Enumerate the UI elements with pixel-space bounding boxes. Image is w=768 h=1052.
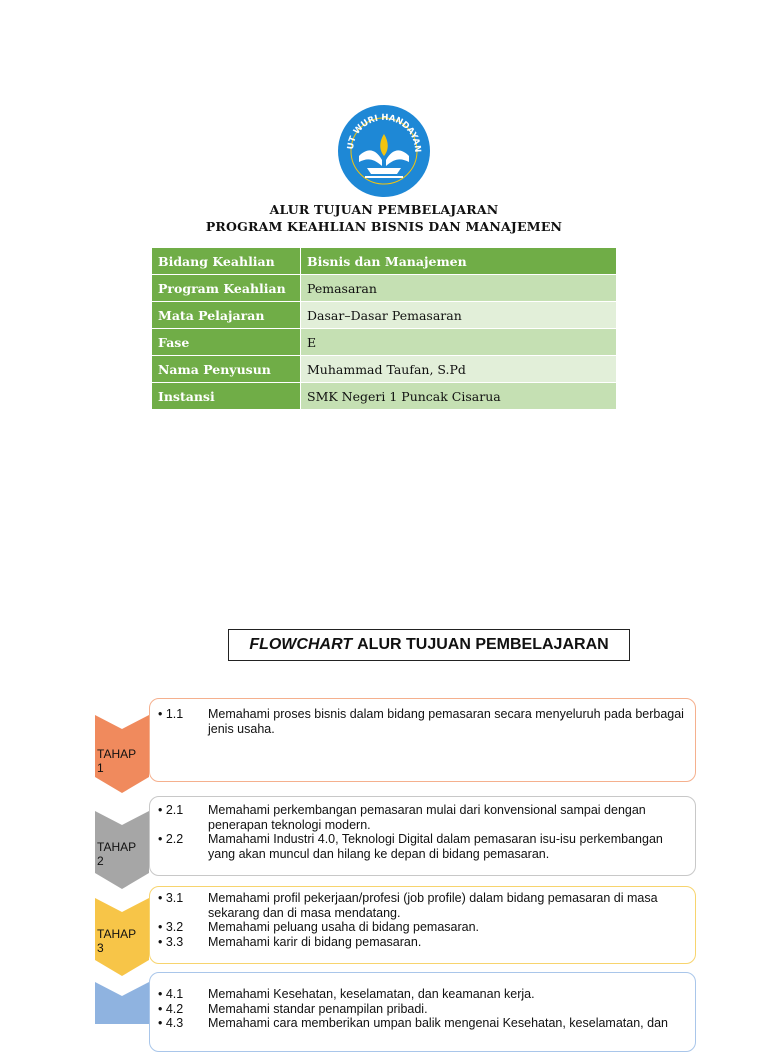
table-row [152,275,617,302]
stage-2-chevron [95,811,149,891]
row-value: Muhammad Taufan, S.Pd [301,356,617,383]
table-row [152,356,617,383]
stage-4-chevron [95,982,149,1024]
row-label: Fase [152,329,301,356]
svg-text:TUT WURI HANDAYANI: UT WURI HANDAYAN [345,112,423,153]
stage-1-box [149,698,696,782]
list-item: • 4.1 Memahami Kesehatan, keselamatan, dan keamanan kerja. [158,987,535,1001]
table-row [152,329,617,356]
row-value: Bisnis dan Manajemen [301,248,617,275]
flowchart-title-italic: FLOWCHART [249,636,353,653]
list-item: • 4.2 Memahami standar penampilan pribadi. [158,1001,428,1016]
stage-3-box [149,886,696,964]
row-value: Dasar–Dasar Pemasaran [301,302,617,329]
flowchart-title [228,629,630,661]
row-label: Nama Penyusun [152,356,301,383]
doc-subtitle: PROGRAM KEAHLIAN BISNIS DAN MANAJEMEN [205,219,563,234]
flowchart-title-rest: ALUR TUJUAN PEMBELAJARAN [357,636,609,653]
doc-title: ALUR TUJUAN PEMBELAJARAN [269,202,499,217]
table-row [152,248,617,275]
list-item: • 3.2 Memahami peluang usaha di bidang pemasaran. [158,920,480,934]
stage-2-box [149,796,696,876]
stage-3-chevron [95,898,149,978]
info-table [151,247,617,410]
stage-2-label: TAHAP 2 [97,840,137,868]
list-item: • 3.3 Memahami karir di bidang pemasaran. [158,934,422,949]
table-row [152,302,617,329]
row-label: Mata Pelajaran [152,302,301,329]
stage-3-label: TAHAP 3 [97,927,137,955]
row-value: Pemasaran [301,275,617,302]
stage-4-box [149,972,696,1052]
row-value: E [301,329,617,356]
row-label: Program Keahlian [152,275,301,302]
row-label: Bidang Keahlian [152,248,301,275]
list-item: • 2.1 Memahami perkembangan pemasaran mulai dari konvensional sampai dengan penerapan teknologi modern. [158,803,646,832]
list-item: • 2.2 Mamahami Industri 4.0, Teknologi Digital dalam pemasaran isu-isu perkembangan yang akan muncul dan hilang ke depan di bidang pemasaran. [158,832,663,861]
row-value: SMK Negeri 1 Puncak Cisarua [301,383,617,410]
list-item: • 3.1 Memahami profil pekerjaan/profesi (job profile) dalam bidang pemasaran di masa sekarang dan di masa mendatang. [158,891,658,920]
stage-1-label: TAHAP 1 [97,747,137,775]
row-label: Instansi [152,383,301,410]
stage-1-chevron [95,715,149,795]
list-item: • 1.1 Memahami proses bisnis dalam bidang pemasaran secara menyeluruh pada berbagai jenis usaha. [158,707,684,736]
tut-wuri-handayani-logo [337,104,431,198]
table-row [152,383,617,410]
list-item: • 4.3 Memahami cara memberikan umpan balik mengenai Kesehatan, keselamatan, dan [158,1016,668,1030]
